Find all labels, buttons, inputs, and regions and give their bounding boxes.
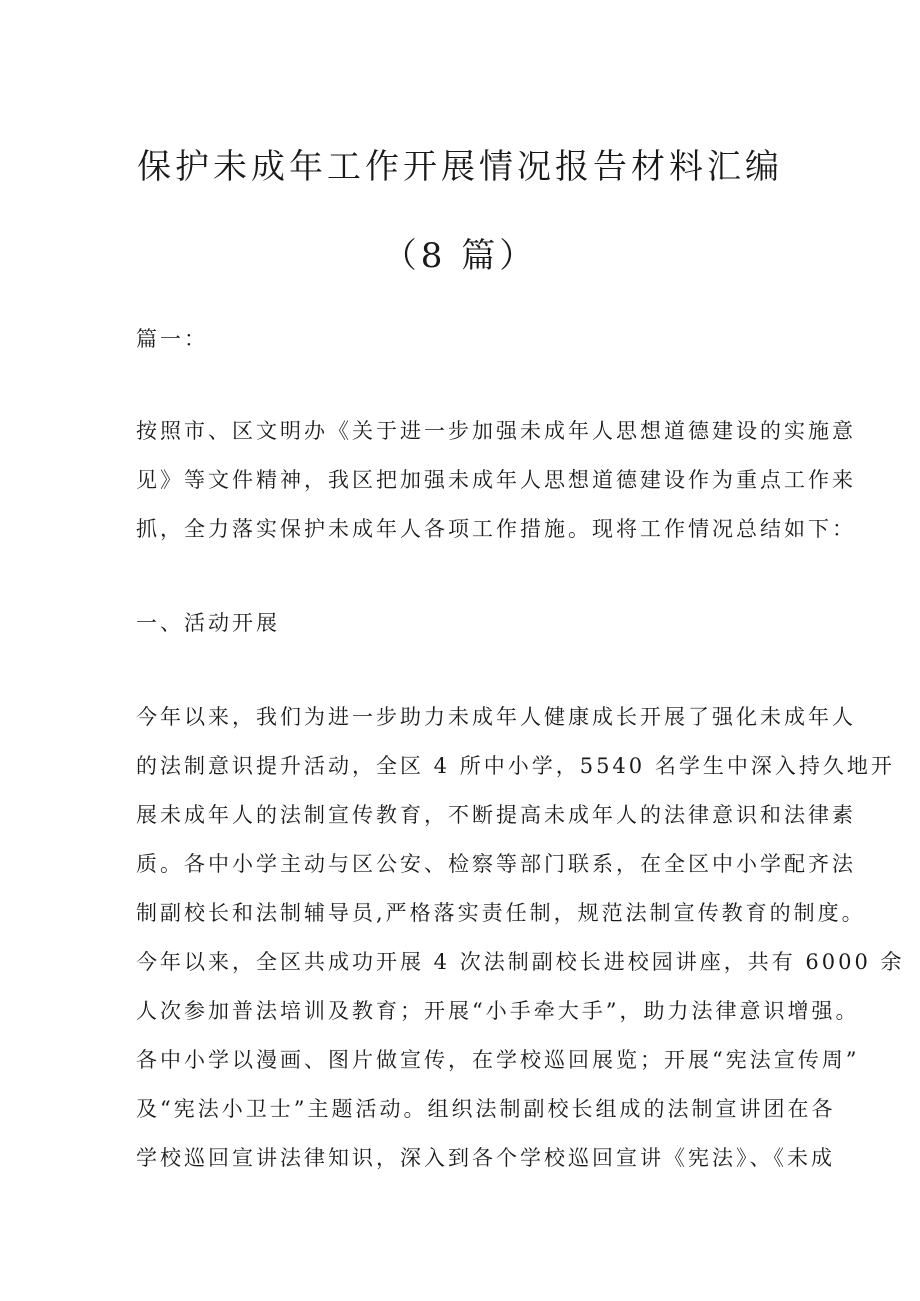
document-subtitle: （8 篇） <box>382 236 538 276</box>
paragraph-line: 展未成年人的法制宣传教育，不断提高未成年人的法律意识和法律素 <box>136 803 856 827</box>
paragraph-line: 各中小学以漫画、图片做宣传，在学校巡回展览；开展“宪法宣传周” <box>136 1048 860 1072</box>
body-paragraph <box>136 693 905 1183</box>
paragraph-line: 及“宪法小卫士”主题活动。组织法制副校长组成的法制宣讲团在各 <box>136 1097 836 1121</box>
paragraph-line: 按照市、区文明办《关于进一步加强未成年人思想道德建设的实施意 <box>136 419 856 443</box>
paragraph-line: 今年以来，全区共成功开展 4 次法制副校长进校园讲座，共有 6000 余 <box>136 950 905 974</box>
paragraph-line: 见》等文件精神，我区把加强未成年人思想道德建设作为重点工作来 <box>136 468 856 492</box>
paragraph-line: 人次参加普法培训及教育；开展“小手牵大手”，助力法律意识增强。 <box>136 999 860 1023</box>
document-title: 保护未成年工作开展情况报告材料汇编 <box>137 147 783 187</box>
section-heading-text: 一、活动开展 <box>136 611 280 635</box>
paragraph-line: 的法制意识提升活动，全区 4 所中小学，5540 名学生中深入持久地开 <box>136 754 895 778</box>
section-heading <box>136 599 796 648</box>
section-label <box>136 315 796 364</box>
paragraph-line: 制副校长和法制辅导员,严格落实责任制，规范法制宣传教育的制度。 <box>136 901 866 925</box>
paragraph-line: 今年以来，我们为进一步助力未成年人健康成长开展了强化未成年人 <box>136 705 856 729</box>
paragraph-line: 质。各中小学主动与区公安、检察等部门联系，在全区中小学配齐法 <box>136 852 856 876</box>
intro-paragraph <box>136 407 856 554</box>
paragraph-line: 抓，全力落实保护未成年人各项工作措施。现将工作情况总结如下： <box>136 517 856 541</box>
section-label-text: 篇一： <box>136 327 208 351</box>
paragraph-line: 学校巡回宣讲法律知识，深入到各个学校巡回宣讲《宪法》、《未成 <box>136 1146 835 1170</box>
